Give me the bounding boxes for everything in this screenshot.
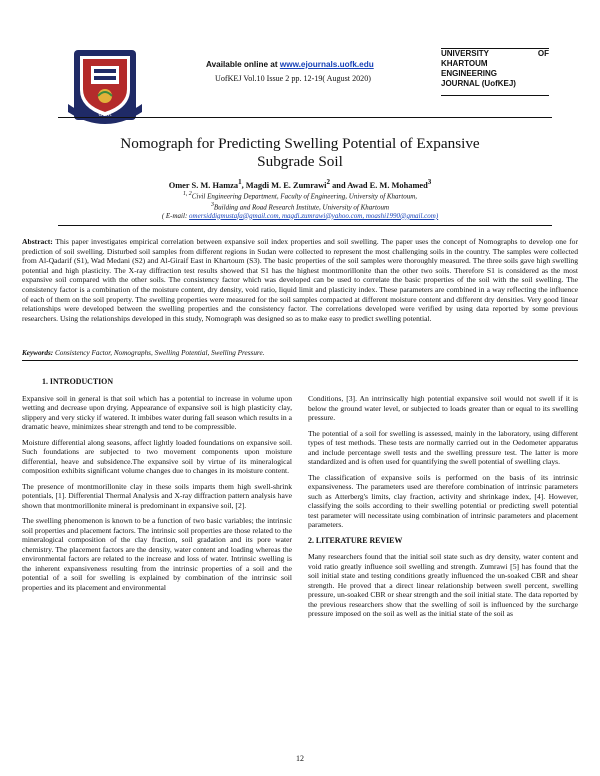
author-2: , Magdi M. E. Zumrawi bbox=[241, 180, 327, 190]
abstract-text: This paper investigates empirical correlation between expansive soil index properties and soil swelling. The paper uses the concept of Nomographs to develop one for prediction of soil swelling. Disturbed soil samples from different regions in Sudan were collected to represent the most challenging soils in the country. The samples were collected from Al-Qadarif (S1), Wad Medani (S2) and Al-Giraif East in Khartoum (S3). The basic properties of the soil samples were thoroughly measured. The three soils gave high swelling potential and high plasticity. The X-ray diffraction test results showed that S1 has the highest montmorillonite than the other two soils. Therefore S1 is considered as the most expansive soil compared with the other soils. The consistency factor which was developed can be used to correlate the basic properties of the soil with the soil swelling. The consistency factor is a combination of the moisture content, dry density, void ratio, liquid limit and plasticity index. These parameters are combined in a way reflecting the influence of each of them on the soil property. The swelling properties were measured for the soil samples compacted at different moisture content and different dry densities. Very good linear relationships were developed between the swelling properties and the consistency factor. The correlations developed were verified by using data reported by some previous researchers. Using the relationships developed in this study, Nomograph was designed so as to make easy to predict swelling potential. bbox=[22, 237, 578, 323]
section-heading-introduction: 1. INTRODUCTION bbox=[42, 377, 114, 386]
abstract-label: Abstract: bbox=[22, 237, 53, 246]
svg-text:UofK: UofK bbox=[98, 112, 112, 118]
abstract bbox=[22, 237, 578, 323]
paragraph: Moisture differential along seasons, affect lightly loaded foundations on expansive soil. Such foundations are subjected to two movement components upon moisture differential, heave and subsidence.The expansive soil by virtue of its mineralogical composition exhibits significant volume changes due to changes in its moisture content. bbox=[22, 437, 292, 475]
keywords-text: Consistency Factor, Nomographs, Swelling Potential, Swelling Pressure. bbox=[53, 349, 265, 357]
email-links[interactable]: omersiddigmustafa@gmail.com, magdi.zumrawi@yahoo.com, moashi1990@gmail.com) bbox=[189, 211, 439, 220]
uni-word-journal: JOURNAL (UofKEJ) bbox=[441, 79, 516, 88]
paragraph: The potential of a soil for swelling is assessed, mainly in the laboratory, using different types of test methods. These tests are normally carried out in the Oedometer apparatus and include percentage swell tests and the swelling pressure test. The latter is more standardized and is often used for quantifying the swell potential of swelling clays. bbox=[308, 428, 578, 466]
paragraph: Conditions, [3]. An intrinsically high potential expansive soil would not swell if it is below the ground water level, or subjected to loads greater than or equal to its swelling pressure. bbox=[308, 394, 578, 422]
author-1: Omer S. M. Hamza bbox=[168, 180, 239, 190]
affiliation-2: $^3$Building and Road Research Institute, University of Khartoum bbox=[210, 201, 390, 212]
university-crest-icon bbox=[64, 46, 146, 128]
header-divider bbox=[58, 117, 552, 118]
paragraph: Many researchers found that the initial soil state such as dry density, water content and void ratio greatly influence soil swelling and strength. Zumrawi [5] has found that the soil initial state and testing conditions greatly influenced the un-soaked CBR and shear strength. He proved that a direct linear relationship between swell percent, swelling pressure, un-soaked CBR or shear strength and the soil initial state. The data reported by the previous researchers show that the swelling of soil is influenced by the surcharge pressure imposed on the soil as well as the initial state of the soil as bbox=[308, 552, 578, 618]
paragraph: Expansive soil in general is that soil which has a potential to increase in volume upon wetting and decrease upon drying. Appearance of expansive soil is high plasticity clay, slippery and very sticky if watered. It imbibes water during fall season which results in a dramatic heave, minimizes shear strength and tend to be compressible. bbox=[22, 393, 292, 431]
author-3: and Awad E. M. Mohamed bbox=[330, 180, 428, 190]
university-journal-name bbox=[441, 49, 549, 89]
title-line-1: Nomograph for Predicting Swelling Potential of Expansive bbox=[120, 135, 480, 152]
uni-word-university: UNIVERSITY bbox=[441, 49, 490, 58]
availability-prefix: Available online at bbox=[206, 60, 280, 69]
paragraph: The presence of montmorillonite clay in these soils imparts them high swell-shrink potentials, [1]. Differential Thermal Analysis and X-ray diffraction pattern analysis have shown that montmorillonite mineral is predominant in expansive soil, [2]. bbox=[22, 481, 292, 510]
left-column bbox=[22, 377, 292, 598]
availability-line bbox=[206, 60, 374, 69]
author-3-sup: 3 bbox=[427, 178, 432, 186]
paragraph: The classification of expansive soils is performed on the basis of its intrinsic expansiveness. The parameters used are therefore combination of intrinsic parameters such as Atterberg's limits, clay fraction, activity and shrinkage index, [4]. However, classifying the soils according to their swelling potential or predicting swell potential test parameter will necessitate using combination of intrinsic parameters and placement parameters. bbox=[308, 472, 578, 529]
journal-citation-line: UofKEJ Vol.10 Issue 2 pp. 12-19( August 2020) bbox=[215, 74, 371, 83]
title-line-2: Subgrade Soil bbox=[257, 153, 343, 170]
author-list bbox=[58, 178, 542, 190]
page-number: 12 bbox=[296, 754, 304, 763]
affiliation-1: $^{1, 2}$Civil Engineering Department, Faculty of Engineering, University of Khartoum, bbox=[182, 191, 418, 201]
keywords-label: Keywords: bbox=[22, 349, 54, 357]
journal-website-link[interactable]: www.ejournals.uofk.edu bbox=[279, 60, 374, 69]
paper-title bbox=[58, 135, 542, 171]
uni-word-engineering: ENGINEERING bbox=[441, 69, 498, 78]
uni-word-of: OF bbox=[537, 49, 549, 58]
affiliation-divider bbox=[58, 225, 552, 226]
paragraph: The swelling phenomenon is known to be a function of two basic variables; the intrinsic soil properties and placement factors. The intrinsic soil properties are those related to the mineralogical composition of the clay fraction, soil gradation and its pore water chemistry. The placement factors are the density, water content and loading whereas the environmental factors are related to the increase and loss of water. Intrinsic swelling is the inherent expansiveness resulting from the intrinsic properties of a soil and the potential of a soil for swelling is explained by combination of the intrinsic soil properties and its placement and environmental bbox=[22, 516, 292, 592]
email-line: ( E-mail: omersiddigmustafa@gmail.com, magdi.zumrawi@yahoo.com, moashi1990@gmail.com) bbox=[161, 211, 439, 220]
section-heading-literature-review: 2. LITERATURE REVIEW bbox=[308, 535, 403, 545]
header-box-bottom-rule bbox=[441, 95, 549, 96]
author-2-sup: 2 bbox=[326, 178, 330, 186]
keywords bbox=[22, 349, 578, 357]
right-column bbox=[308, 394, 578, 625]
keywords-divider bbox=[22, 360, 578, 361]
affiliations bbox=[58, 190, 542, 220]
uni-word-khartoum: KHARTOUM bbox=[441, 59, 488, 68]
author-1-sup: 1 bbox=[238, 178, 242, 186]
